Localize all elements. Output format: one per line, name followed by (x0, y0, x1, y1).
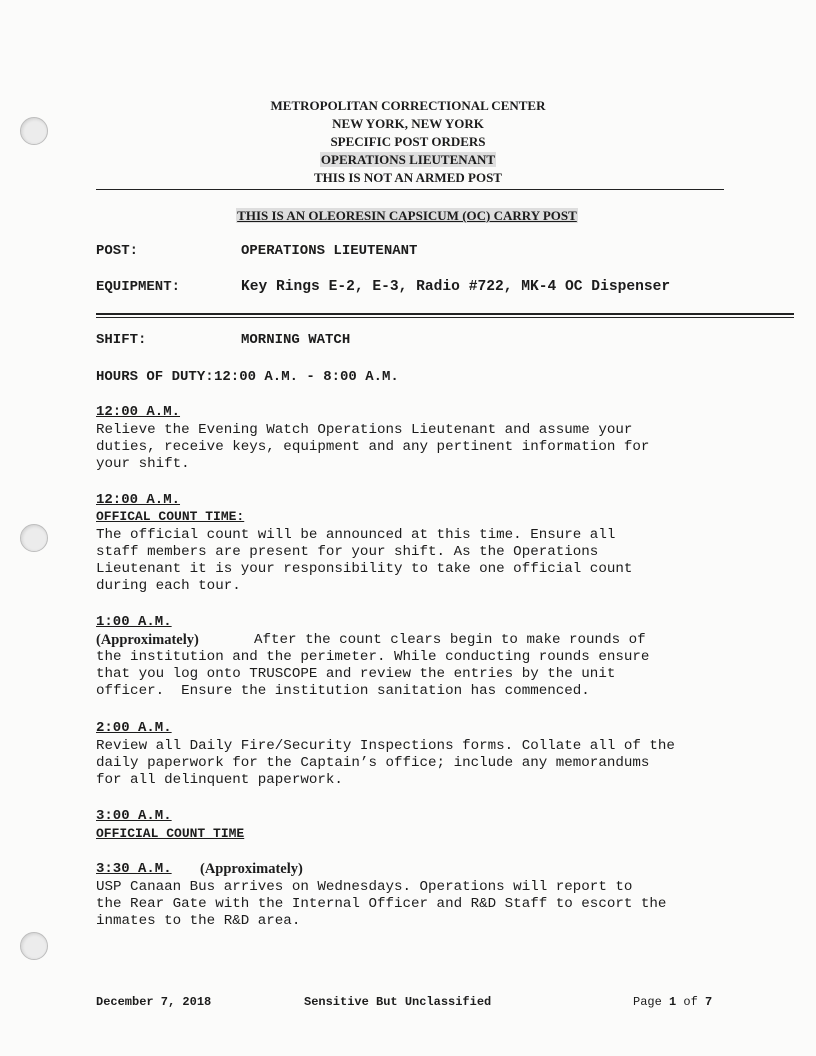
entry-lead: (Approximately) (200, 861, 303, 877)
entry-text-line: during each tour. (96, 578, 241, 594)
entry-text-line: USP Canaan Bus arrives on Wednesdays. Operations will report to (96, 879, 633, 895)
section-double-rule-bottom (96, 317, 794, 318)
entry-time: 3:30 A.M. (96, 861, 172, 877)
entry-time: 12:00 A.M. (96, 404, 181, 420)
entry-text-line: After the count clears begin to make rounds of (254, 632, 646, 648)
equipment-label: EQUIPMENT: (96, 279, 181, 295)
oc-carry-notice: THIS IS AN OLEORESIN CAPSICUM (OC) CARRY POST (237, 208, 577, 223)
entry-subtitle: OFFICAL COUNT TIME: (96, 509, 245, 524)
entry-text-line: duties, receive keys, equipment and any pertinent information for (96, 439, 650, 455)
hours-value: 12:00 A.M. - 8:00 A.M. (214, 369, 399, 385)
binder-hole-middle (20, 524, 48, 552)
entry-text-line: Lieutenant it is your responsibility to take one official count (96, 561, 633, 577)
entry-subtitle: OFFICIAL COUNT TIME (96, 826, 245, 841)
header-line-armed-status: THIS IS NOT AN ARMED POST (314, 170, 502, 185)
footer-page-number: Page 1 of 7 (633, 995, 713, 1009)
entry-text-line: officer. Ensure the institution sanitation has commenced. (96, 683, 590, 699)
footer-classification: Sensitive But Unclassified (304, 995, 492, 1009)
entry-text-line: daily paperwork for the Captain’s office; include any memorandums (96, 755, 650, 771)
shift-label: SHIFT: (96, 332, 147, 348)
header-line-institution: METROPOLITAN CORRECTIONAL CENTER (270, 98, 546, 113)
entry-text-line: Relieve the Evening Watch Operations Lieutenant and assume your (96, 422, 633, 438)
entry-text-line: the Rear Gate with the Internal Officer and R&D Staff to escort the (96, 896, 667, 912)
entry-text-line: that you log onto TRUSCOPE and review the entries by the unit (96, 666, 616, 682)
entry-lead: (Approximately) (96, 632, 199, 648)
header-line-post-title: OPERATIONS LIEUTENANT (320, 152, 496, 167)
hours-label: HOURS OF DUTY: (96, 369, 214, 385)
entry-text-line: inmates to the R&D area. (96, 913, 301, 929)
header-line-city: NEW YORK, NEW YORK (332, 116, 484, 131)
post-label: POST: (96, 243, 139, 259)
post-value: OPERATIONS LIEUTENANT (241, 243, 418, 259)
entry-text-line: the institution and the perimeter. While conducting rounds ensure (96, 649, 650, 665)
equipment-value: Key Rings E-2, E-3, Radio #722, MK-4 OC Dispenser (241, 279, 671, 295)
footer-date: December 7, 2018 (96, 995, 212, 1009)
entry-text-line: staff members are present for your shift. As the Operations (96, 544, 599, 560)
entry-text-line: The official count will be announced at this time. Ensure all (96, 527, 616, 543)
entry-text-line: your shift. (96, 456, 190, 472)
entry-text-line: Review all Daily Fire/Security Inspections forms. Collate all of the (96, 738, 675, 754)
entry-time: 12:00 A.M. (96, 492, 181, 508)
entry-text-line: for all delinquent paperwork. (96, 772, 343, 788)
shift-value: MORNING WATCH (241, 332, 351, 348)
entry-time: 3:00 A.M. (96, 808, 172, 824)
entry-time: 1:00 A.M. (96, 614, 172, 630)
header-rule (96, 189, 724, 190)
entry-time: 2:00 A.M. (96, 720, 172, 736)
header-line-doc-type: SPECIFIC POST ORDERS (330, 134, 486, 149)
section-double-rule-top (96, 313, 794, 315)
binder-hole-bottom (20, 932, 48, 960)
